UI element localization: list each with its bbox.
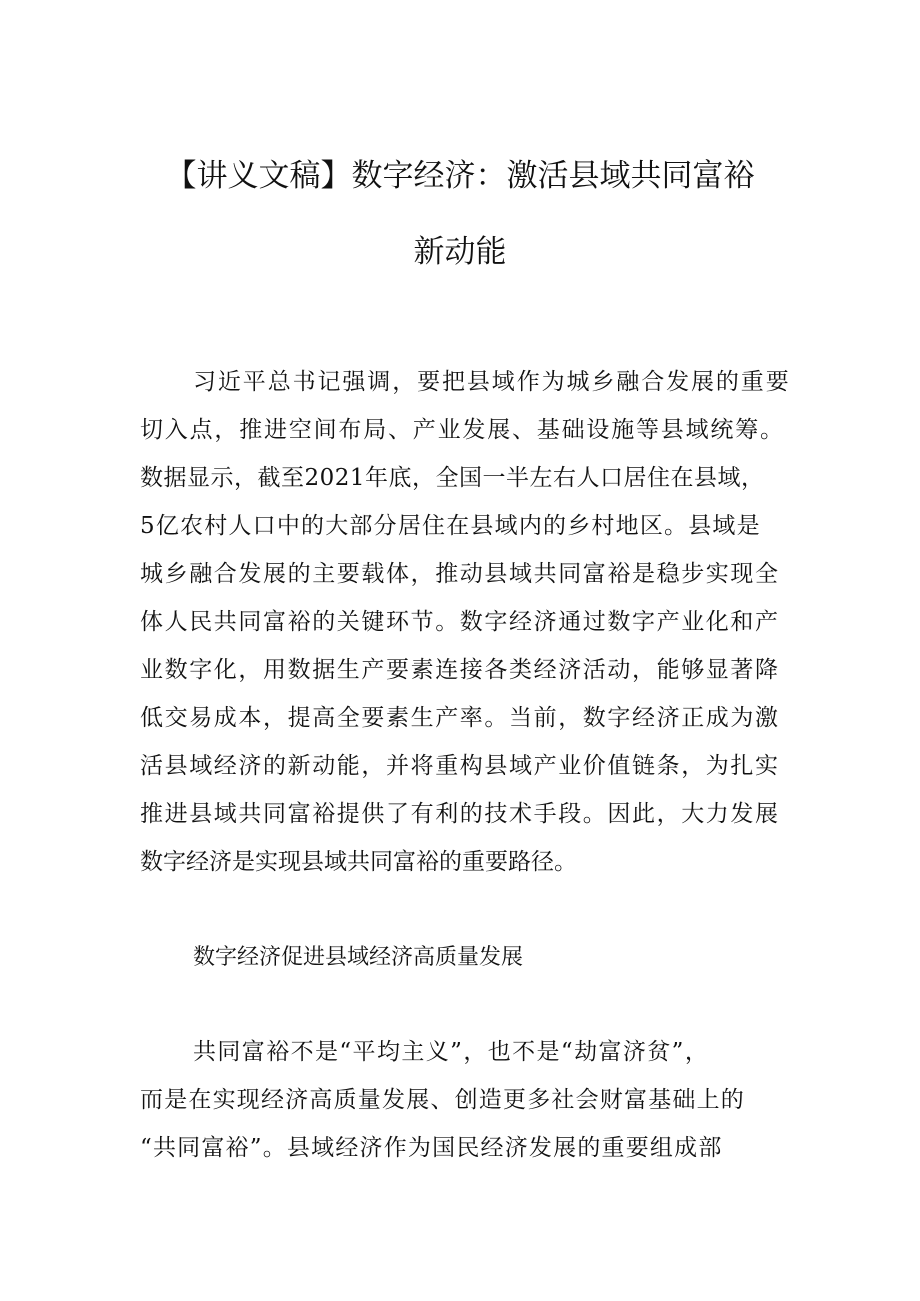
document-title-line-1: 【讲义文稿】数字经济：激活县域共同富裕: [165, 158, 755, 194]
paragraph-line: 习近平总书记强调，要把县域作为城乡融合发展的重要: [193, 369, 791, 395]
body-paragraph-2: [140, 1028, 800, 1172]
paragraph-line: 低交易成本，提高全要素生产率。当前，数字经济正成为激: [140, 705, 780, 731]
body-paragraph-1: [140, 358, 800, 886]
paragraph-line: 5亿农村人口中的大部分居住在县域内的乡村地区。县域是: [140, 513, 761, 539]
paragraph-line: 推进县域共同富裕提供了有利的技术手段。因此，大力发展: [140, 801, 780, 827]
paragraph-line: 而是在实现经济高质量发展、创造更多社会财富基础上的: [140, 1087, 745, 1113]
paragraph-line: 数据显示，截至2021年底，全国一半左右人口居住在县域，: [140, 465, 765, 491]
paragraph-line: 活县域经济的新动能，并将重构县域产业价值链条，为扎实: [140, 753, 780, 779]
section-heading: 数字经济促进县域经济高质量发展: [193, 945, 524, 970]
paragraph-line: “共同富裕”。县域经济作为国民经济发展的重要组成部: [140, 1135, 723, 1161]
paragraph-line: 数字经济是实现县域共同富裕的重要路径。: [140, 849, 577, 875]
paragraph-line: 业数字化，用数据生产要素连接各类经济活动，能够显著降: [140, 657, 780, 683]
paragraph-line: 体人民共同富裕的关键环节。数字经济通过数字产业化和产: [140, 609, 780, 635]
paragraph-line: 切入点，推进空间布局、产业发展、基础设施等县域统筹。: [140, 417, 785, 443]
document-title-line-2: 新动能: [413, 234, 507, 270]
paragraph-line: 共同富裕不是“平均主义”，也不是“劫富济贫”，: [193, 1039, 710, 1065]
paragraph-line: 城乡融合发展的主要载体，推动县域共同富裕是稳步实现全: [140, 561, 780, 587]
